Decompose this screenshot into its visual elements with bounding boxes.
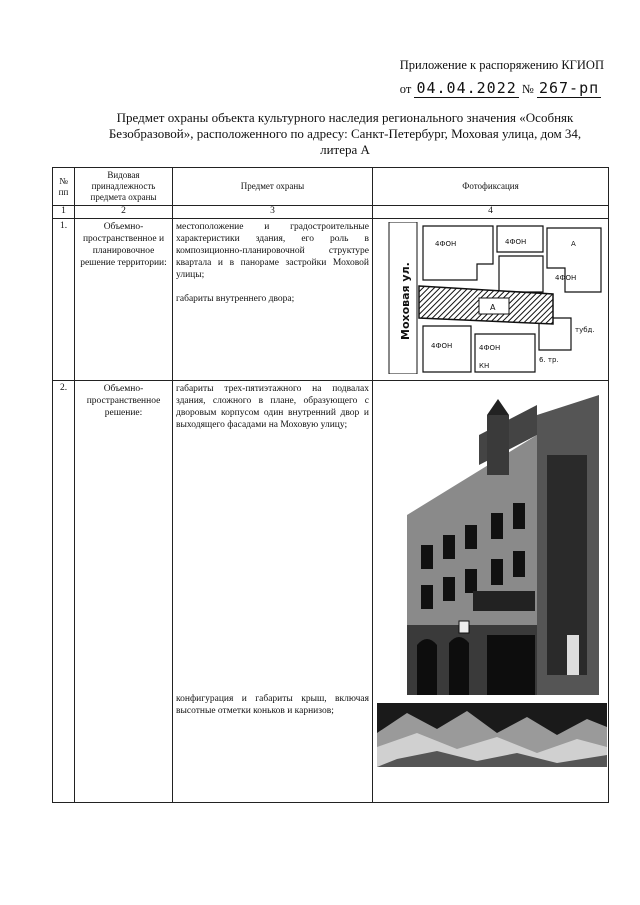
row-subject: [173, 381, 373, 803]
date-prefix: от: [399, 82, 412, 96]
map-label: 4ФОН: [435, 240, 457, 248]
table-row: [53, 381, 609, 803]
map-label: 4ФОН: [479, 344, 501, 352]
row-number: 1.: [53, 219, 75, 381]
map-label: 4ФОН: [555, 274, 577, 282]
table-header-row: [53, 168, 609, 206]
photo-cell: [373, 381, 609, 803]
index-cell: 3: [173, 206, 373, 219]
header-num: № пп: [53, 168, 75, 206]
cadastral-map-image: [375, 222, 605, 374]
index-cell: 2: [75, 206, 173, 219]
handwritten-date: 04.04.2022: [416, 79, 517, 97]
appendix-date-line: [400, 79, 604, 97]
header-type: Видовая принадлежность предмета охраны: [75, 168, 173, 206]
table-index-row: [53, 206, 609, 219]
row-type: Объемно-пространственное решение:: [75, 381, 173, 803]
protection-table: [52, 167, 609, 803]
subject-text: габариты трех-пятиэтажного на подвалах здания, сложного в плане, образующего с дворовым корпусом один внутренний двор и выходящего фасадами на Моховую улицу;: [176, 384, 369, 430]
subject-text: конфигурация и габариты крыш, включая высотные отметки коньков и карнизов;: [176, 694, 369, 716]
row-subject: [173, 219, 373, 381]
row-number: 2.: [53, 381, 75, 803]
subject-text: габариты внутреннего двора;: [176, 294, 295, 304]
map-label: А: [490, 303, 496, 312]
appendix-title: Приложение к распоряжению КГИОП: [399, 58, 604, 72]
map-label: 4ФОН: [431, 342, 453, 350]
header-photo: Фотофиксация: [373, 168, 609, 206]
map-label: А: [571, 240, 576, 248]
appendix-block: [400, 58, 604, 97]
number-prefix: №: [521, 82, 534, 96]
header-subject: Предмет охраны: [173, 168, 373, 206]
roof-photo: [377, 703, 607, 767]
document-title: Предмет охраны объекта культурного наследия регионального значения «Особняк Безобразовой», расположенного по адресу: Санкт-Петербург, Моховая улица, дом 34, литера А: [108, 110, 582, 157]
map-label: 6. тр.: [539, 356, 559, 364]
row-type: Объемно-пространственное и планировочное решение территории:: [75, 219, 173, 381]
index-cell: 4: [373, 206, 609, 219]
photo-cell: [373, 219, 609, 381]
index-cell: 1: [53, 206, 75, 219]
map-label: КН: [479, 362, 490, 370]
table-row: [53, 219, 609, 381]
handwritten-number: 267-рп: [538, 79, 600, 97]
facade-photo: [387, 395, 599, 695]
map-street-label: Моховая ул.: [399, 262, 412, 340]
map-label: тубд.: [575, 326, 595, 334]
map-label: 4ФОН: [505, 238, 527, 246]
subject-text: местоположение и градостроительные характеристики здания, его роль в композиционно-планировочной структуре квартала и в панораме застройки Моховой улицы;: [176, 222, 369, 280]
